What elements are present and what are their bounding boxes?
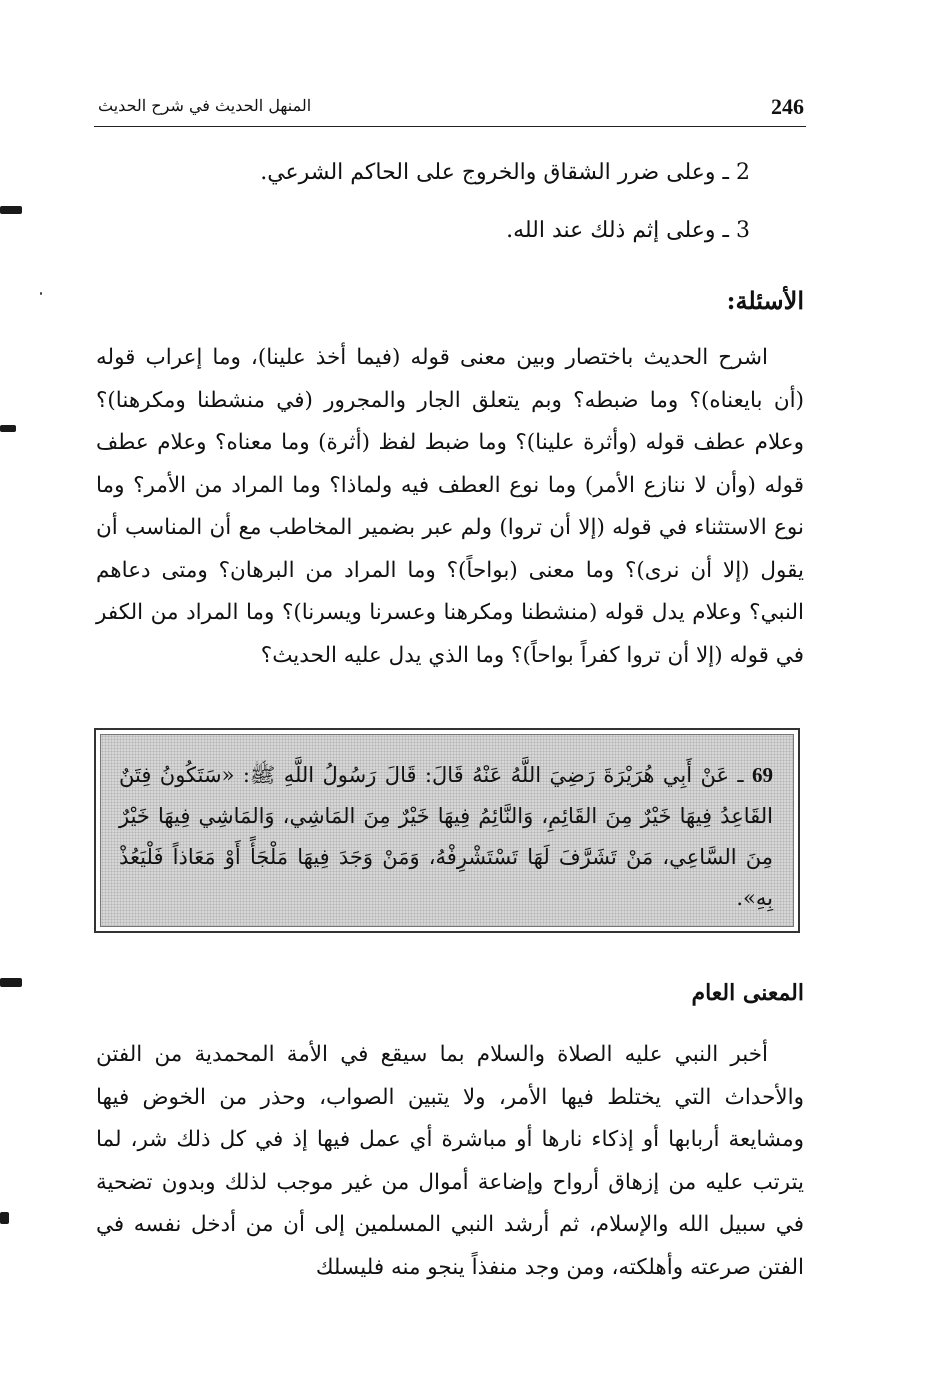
scan-margin-mark (0, 1212, 9, 1224)
questions-paragraph (96, 337, 804, 677)
general-meaning-text: أخبر النبي عليه الصلاة والسلام بما سيقع في الأمة المحمدية من الفتن والأحداث التي يختلط فيها الأمر، ولا يتبين الصواب، وحذر من الخوض فيها ومشايعة أربابها أو إذكاء نارها أو مباشرة أي عمل فيها إذ في كل ذلك شر، لما يترتب عليه من إزهاق أرواح وإضاعة أموال من غير موجب لذلك وبدون تضحية في سبيل الله والإسلام، ثم أرشد النبي المسلمين إلى أن من أدخل نفسه في الفتن صرعته وأهلكته، ومن وجد منفذاً ينجو منه فليسلك (96, 1042, 804, 1280)
general-meaning-heading: المعنى العام (691, 980, 804, 1006)
hadith-box (94, 728, 800, 933)
questions-heading: الأسئلة: (726, 286, 804, 315)
hadith-text: ـ عَنْ أَبِي هُرَيْرَةَ رَضِيَ اللَّهُ عَنْهُ قَالَ: قَالَ رَسُولُ اللَّهِ ﷺ: «سَتَكُونُ فِتَنٌ القَاعِدُ فِيهَا خَيْرٌ مِنَ القَائِمِ، وَالنَّائِمُ فِيهَا خَيْرٌ مِنَ المَاشِي، وَالمَاشِي فِيهَا خَيْرٌ مِنَ السَّاعِي، مَنْ تَشَرَّفَ لَهَا تَسْتَشْرِفْهُ، وَمَنْ وَجَدَ فِيهَا مَلْجَأً أَوْ مَعَاذاً فَلْيَعُذْ بِهِ». (119, 763, 773, 910)
scan-margin-mark (0, 425, 16, 432)
scan-margin-mark (0, 978, 22, 987)
questions-text: اشرح الحديث باختصار وبين معنى قوله (فيما أخذ علينا)، وما إعراب قوله (أن بايعناه)؟ وما ضبطه؟ وبم يتعلق الجار والمجرور (في منشطنا ومكرهنا)؟ وعلام عطف قوله (وأثرة علينا)؟ وما ضبط لفظ (أثرة) وما معناه؟ وعلام عطف قوله (وأن لا ننازع الأمر) وما نوع العطف فيه ولماذا؟ وما المراد من الأمر؟ وما نوع الاستثناء في قوله (إلا أن تروا) ولم عبر بضمير المخاطب مع أن المناسب أن يقول (إلا أن نرى)؟ وما معنى (بواحاً)؟ وما المراد من البرهان؟ ومتى دعاهم النبي؟ وعلام يدل قوله (منشطنا ومكرهنا وعسرنا ويسرنا)؟ وما المراد من الكفر في قوله (إلا أن تروا كفراً بواحاً)؟ وما الذي يدل عليه الحديث؟ (96, 345, 804, 668)
page-header (94, 92, 806, 127)
running-title: المنهل الحديث في شرح الحديث (98, 96, 312, 115)
general-meaning-paragraph (96, 1034, 804, 1289)
hadith-number: 69 (752, 763, 773, 787)
list-item-3: 3 ـ وعلى إثم ذلك عند الله. (506, 218, 750, 243)
scan-margin-mark (0, 206, 22, 214)
list-item-2: 2 ـ وعلى ضرر الشقاق والخروج على الحاكم الشرعي. (260, 160, 750, 185)
scan-speck (40, 292, 42, 295)
hadith-content (100, 734, 794, 927)
page-number: 246 (771, 94, 804, 119)
